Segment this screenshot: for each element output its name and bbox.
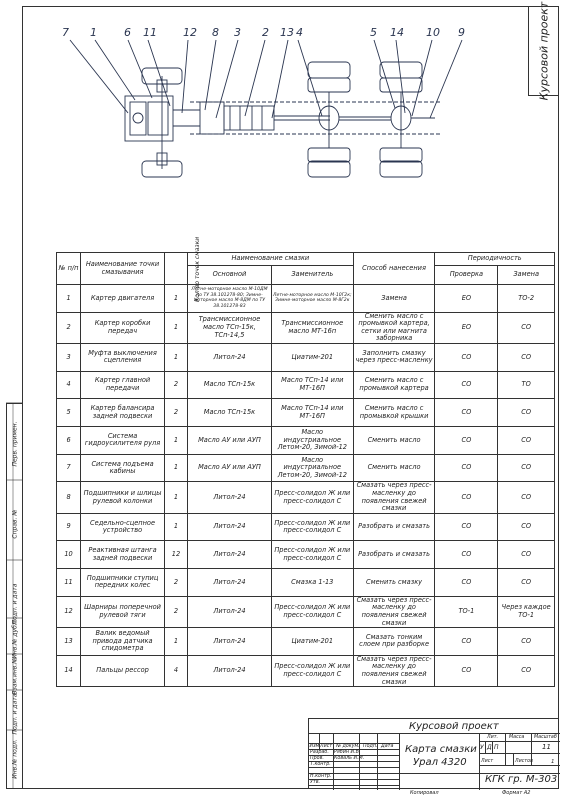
row-check: СО: [435, 454, 498, 482]
table-row: [57, 513, 555, 541]
lit-cell: П: [494, 744, 499, 751]
side-strip-lines: [0, 400, 24, 792]
side-label: Взам.инв.№: [11, 657, 18, 695]
header-point: Наименование точки смазывания: [81, 253, 165, 285]
row-method: Смазать через пресс-масленку до появления свежей смазки: [353, 596, 435, 627]
callout-label: 2: [262, 26, 269, 39]
row-main-lubricant: Летне-моторное масло М-10ДМ по ТУ 38.101278-80; Зимне-моторное масло М-8ДМ по ТУ 38.101278-83: [188, 285, 272, 313]
row-num: 8: [57, 482, 81, 513]
row-num: 6: [57, 427, 81, 455]
doc-subtitle: Урал 4320: [413, 757, 467, 768]
header-lubricant: Наименование смазки: [188, 253, 354, 266]
row-main-lubricant: Литол-24: [188, 513, 272, 541]
row-point: Подшипники ступиц передних колес: [81, 569, 165, 597]
row-method: Разобрать и смазать: [353, 513, 435, 541]
callout-label: 7: [62, 26, 69, 39]
row-replace: Через каждое ТО-1: [498, 596, 555, 627]
table-row: [57, 569, 555, 597]
row-substitute: Пресс-солидол Ж или пресс-солидол С: [271, 513, 353, 541]
lit-cell: У: [480, 744, 484, 751]
lit-cell: Д: [487, 744, 492, 751]
row-num: 1: [57, 285, 81, 313]
table-row: [57, 371, 555, 399]
row-qty: 1: [164, 482, 187, 513]
row-qty: 1: [164, 628, 187, 656]
sheet-number: 11: [542, 743, 551, 751]
row-main-lubricant: Масло АУ или АУП: [188, 427, 272, 455]
row-num: 14: [57, 655, 81, 686]
callout-label: 6: [124, 26, 131, 39]
lists-label: Листов: [515, 759, 533, 764]
doc-title: Карта смазки: [405, 744, 477, 755]
callout-label: 8: [212, 26, 219, 39]
header-replace: Замена: [498, 266, 555, 285]
callout-label: 11: [143, 26, 157, 39]
row-substitute: Циатим-201: [271, 344, 353, 372]
row-replace: СО: [498, 513, 555, 541]
table-row: [57, 427, 555, 455]
callout-label: 4: [296, 26, 303, 39]
row-check: СО: [435, 482, 498, 513]
row-point: Шарниры поперечной рулевой тяги: [81, 596, 165, 627]
person-name: Рябин И.В.: [334, 749, 361, 755]
row-replace: СО: [498, 655, 555, 686]
table-row: [57, 344, 555, 372]
row-replace: ТО-2: [498, 285, 555, 313]
row-qty: 2: [164, 569, 187, 597]
lit-label: Лит.: [487, 734, 499, 740]
mass-label: Масса: [509, 734, 525, 740]
row-method: Сменить масло с промывкой картера, сетки или магнита заборника: [353, 312, 435, 343]
row-replace: СО: [498, 569, 555, 597]
table-row: [57, 596, 555, 627]
callout-label: 9: [458, 26, 465, 39]
side-label: Подп. и дата: [11, 693, 18, 735]
row-substitute: Трансмиссионное масло МТ-16п: [271, 312, 353, 343]
row-num: 2: [57, 312, 81, 343]
format-label: Формат А2: [502, 790, 531, 796]
row-substitute: Масло индустриальное Летом-20, Зимой-12: [271, 454, 353, 482]
row-main-lubricant: Масло ТСп-15к: [188, 371, 272, 399]
row-substitute: Летне-моторное масло М-10Г2к; Зимне-моторное масло М-8Г2к: [271, 285, 353, 313]
row-point: Валик ведомый привода датчика спидометра: [81, 628, 165, 656]
row-check: ТО-1: [435, 596, 498, 627]
role-label: Пров.: [310, 755, 324, 761]
row-point: Система гидроусилителя руля: [81, 427, 165, 455]
row-replace: СО: [498, 344, 555, 372]
role-label: Утв.: [310, 779, 321, 785]
row-point: Седельно-сцепное устройство: [81, 513, 165, 541]
row-main-lubricant: Масло АУ или АУП: [188, 454, 272, 482]
row-method: Разобрать и смазать: [353, 541, 435, 569]
row-num: 9: [57, 513, 81, 541]
row-num: 13: [57, 628, 81, 656]
row-main-lubricant: Литол-24: [188, 596, 272, 627]
table-row: [57, 541, 555, 569]
header-num: № п/п: [57, 253, 81, 285]
header-check: Проверка: [435, 266, 498, 285]
row-main-lubricant: Литол-24: [188, 344, 272, 372]
row-check: СО: [435, 569, 498, 597]
row-method: Смазать через пресс-масленку до появления свежей смазки: [353, 482, 435, 513]
row-method: Смазать тонким слоем при разборке: [353, 628, 435, 656]
scale-label: Масштаб: [534, 734, 557, 740]
list-label: Лист: [481, 759, 494, 764]
row-replace: СО: [498, 399, 555, 427]
row-qty: 1: [164, 454, 187, 482]
row-num: 10: [57, 541, 81, 569]
col-sign: Подп.: [363, 743, 378, 749]
row-check: СО: [435, 655, 498, 686]
row-replace: СО: [498, 541, 555, 569]
lists-value: 1: [551, 759, 555, 765]
callout-label: 1: [90, 26, 97, 39]
row-substitute: Масло ТСп-14 или МТ-16П: [271, 399, 353, 427]
row-check: СО: [435, 399, 498, 427]
row-qty: 12: [164, 541, 187, 569]
header-periodicity: Периодичность: [435, 253, 555, 266]
row-method: Сменить масло с промывкой картера: [353, 371, 435, 399]
title-block: [308, 718, 559, 789]
callout-label: 14: [390, 26, 404, 39]
row-substitute: Смазка 1-13: [271, 569, 353, 597]
row-substitute: Пресс-солидол Ж или пресс-солидол С: [271, 655, 353, 686]
row-num: 11: [57, 569, 81, 597]
corner-stamp-text: Курсовой проект: [537, 1, 551, 100]
row-replace: СО: [498, 454, 555, 482]
callout-label: 5: [370, 26, 377, 39]
row-substitute: Масло индустриальное Летом-20, Зимой-12: [271, 427, 353, 455]
row-point: Картер двигателя: [81, 285, 165, 313]
person-name: Коваль И.М.: [334, 755, 365, 761]
col-list: Лист: [320, 743, 333, 749]
row-substitute: Пресс-солидол Ж или пресс-солидол С: [271, 541, 353, 569]
chassis-schematic: [40, 18, 500, 198]
row-main-lubricant: Литол-24: [188, 482, 272, 513]
row-method: Заполнить смазку через пресс-масленку: [353, 344, 435, 372]
row-substitute: Масло ТСп-14 или МТ-16П: [271, 371, 353, 399]
row-check: СО: [435, 628, 498, 656]
callout-label: 12: [183, 26, 197, 39]
row-check: ЕО: [435, 285, 498, 313]
row-check: СО: [435, 344, 498, 372]
table-row: [57, 454, 555, 482]
header-main: Основной: [188, 266, 272, 285]
row-qty: 2: [164, 399, 187, 427]
row-method: Сменить масло: [353, 427, 435, 455]
row-point: Система подъема кабины: [81, 454, 165, 482]
row-method: Смазать через пресс-масленку до появления свежей смазки: [353, 655, 435, 686]
row-num: 4: [57, 371, 81, 399]
row-num: 5: [57, 399, 81, 427]
row-replace: СО: [498, 628, 555, 656]
project-title: Курсовой проект: [409, 721, 499, 732]
row-substitute: Циатим-201: [271, 628, 353, 656]
corner-stamp: [528, 1, 559, 100]
row-num: 3: [57, 344, 81, 372]
row-method: Сменить масло с промывкой крышки: [353, 399, 435, 427]
header-qty: Кол-во точек смазки: [164, 253, 187, 285]
row-replace: СО: [498, 427, 555, 455]
lubrication-table: [56, 236, 555, 687]
row-check: СО: [435, 371, 498, 399]
row-replace: СО: [498, 482, 555, 513]
row-replace: ТО: [498, 371, 555, 399]
row-main-lubricant: Масло ТСп-15к: [188, 399, 272, 427]
row-main-lubricant: Литол-24: [188, 628, 272, 656]
row-main-lubricant: Литол-24: [188, 541, 272, 569]
row-qty: 1: [164, 344, 187, 372]
side-label: Перв. примен.: [11, 421, 18, 467]
row-point: Картер коробки передач: [81, 312, 165, 343]
row-num: 7: [57, 454, 81, 482]
row-check: СО: [435, 513, 498, 541]
row-point: Картер балансира задней подвески: [81, 399, 165, 427]
row-qty: 1: [164, 285, 187, 313]
row-point: Реактивная штанга задней подвески: [81, 541, 165, 569]
table-row: [57, 482, 555, 513]
row-substitute: Пресс-солидол Ж или пресс-солидол С: [271, 482, 353, 513]
row-main-lubricant: Литол-24: [188, 655, 272, 686]
side-label: Подп. и дата: [11, 583, 18, 625]
row-point: Муфта выключения сцепления: [81, 344, 165, 372]
row-point: Подшипники и шлицы рулевой колонки: [81, 482, 165, 513]
row-main-lubricant: Трансмиссионное масло ТСп-15к, ТСп-14,5: [188, 312, 272, 343]
col-doc: № докум.: [336, 743, 360, 749]
row-main-lubricant: Литол-24: [188, 569, 272, 597]
role-label: Разраб.: [310, 749, 329, 755]
side-label: Инв.№ подл.: [11, 739, 18, 779]
row-qty: 2: [164, 371, 187, 399]
header-method: Способ нанесения: [353, 253, 435, 285]
callout-label: 3: [234, 26, 241, 39]
callout-label: 13: [280, 26, 294, 39]
table-row: [57, 285, 555, 313]
role-label: Т.контр.: [310, 761, 331, 767]
callout-label: 10: [426, 26, 440, 39]
side-label: Справ. №: [11, 509, 18, 539]
org-group: КГК гр. М-303: [485, 774, 558, 785]
table-row: [57, 628, 555, 656]
row-qty: 1: [164, 312, 187, 343]
header-substitute: Заменитель: [271, 266, 353, 285]
col-izm: Изм: [309, 743, 320, 749]
row-check: СО: [435, 427, 498, 455]
table-row: [57, 399, 555, 427]
row-method: Замена: [353, 285, 435, 313]
table-row: [57, 655, 555, 686]
table-row: [57, 312, 555, 343]
row-point: Картер главной передачи: [81, 371, 165, 399]
col-date: Дата: [381, 743, 394, 749]
role-label: Н.контр.: [310, 773, 332, 779]
row-qty: 1: [164, 513, 187, 541]
copied-label: Копировал: [410, 790, 439, 796]
row-substitute: Пресс-солидол Ж или пресс-солидол С: [271, 596, 353, 627]
row-qty: 2: [164, 596, 187, 627]
row-num: 12: [57, 596, 81, 627]
row-method: Сменить смазку: [353, 569, 435, 597]
row-check: ЕО: [435, 312, 498, 343]
side-label: Инв.№ дубл.: [11, 619, 18, 659]
row-check: СО: [435, 541, 498, 569]
row-qty: 1: [164, 427, 187, 455]
row-point: Пальцы рессор: [81, 655, 165, 686]
row-qty: 4: [164, 655, 187, 686]
row-method: Сменить масло: [353, 454, 435, 482]
row-replace: СО: [498, 312, 555, 343]
